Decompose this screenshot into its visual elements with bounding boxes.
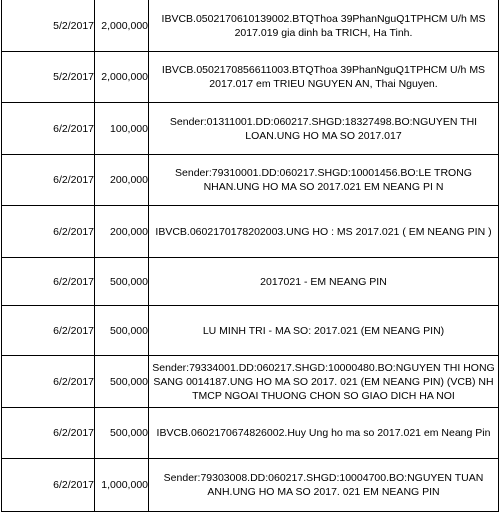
date-cell: 6/2/2017	[2, 306, 95, 356]
amount-cell: 2,000,000	[95, 0, 149, 52]
date-cell: 6/2/2017	[2, 103, 95, 155]
amount-cell: 1,000,000	[95, 459, 149, 512]
description-cell: Sender:79310001.DD:060217.SHGD:10001456.BO:LE TRONG NHAN.UNG HO MA SO 2017.021 EM NEANG PI N	[149, 155, 499, 206]
table-row	[2, 103, 499, 155]
amount-cell: 500,000	[95, 306, 149, 356]
description-cell: IBVCB.0602170178202003.UNG HO : MS 2017.021 ( EM NEANG PIN )	[149, 206, 499, 258]
date-cell: 5/2/2017	[2, 0, 95, 52]
description-cell: Sender:79334001.DD:060217.SHGD:10000480.BO:NGUYEN THI HONG SANG 0014187.UNG HO MA SO 2017. 021 (EM NEANG PIN) (VCB) NH TMCP NGOAI THUONG CHON SO GIAO DICH HA NOI	[149, 356, 499, 408]
table-row	[2, 408, 499, 459]
description-cell: Sender:79303008.DD:060217.SHGD:10004700.BO:NGUYEN TUAN ANH.UNG HO MA SO 2017. 021 EM NEANG PIN	[149, 459, 499, 512]
amount-cell: 500,000	[95, 356, 149, 408]
amount-cell: 200,000	[95, 206, 149, 258]
amount-cell: 500,000	[95, 408, 149, 459]
date-cell: 6/2/2017	[2, 408, 95, 459]
date-cell: 6/2/2017	[2, 258, 95, 306]
table-row	[2, 52, 499, 103]
description-cell: Sender:01311001.DD:060217.SHGD:18327498.BO:NGUYEN THI LOAN.UNG HO MA SO 2017.017	[149, 103, 499, 155]
amount-cell: 500,000	[95, 258, 149, 306]
table-row	[2, 258, 499, 306]
table-row	[2, 0, 499, 52]
table-row	[2, 155, 499, 206]
date-cell: 6/2/2017	[2, 155, 95, 206]
amount-cell: 2,000,000	[95, 52, 149, 103]
table-row	[2, 459, 499, 512]
table-row	[2, 356, 499, 408]
date-cell: 6/2/2017	[2, 356, 95, 408]
amount-cell: 100,000	[95, 103, 149, 155]
date-cell: 5/2/2017	[2, 52, 95, 103]
description-cell: IBVCB.0602170674826002.Huy Ung ho ma so 2017.021 em Neang Pin	[149, 408, 499, 459]
donation-ledger-table	[1, 0, 499, 512]
amount-cell: 200,000	[95, 155, 149, 206]
table-row	[2, 306, 499, 356]
description-cell: IBVCB.0502170856611003.BTQThoa 39PhanNguQ1TPHCM U/h MS 2017.017 em TRIEU NGUYEN AN, Thai Nguyen.	[149, 52, 499, 103]
description-cell: LU MINH TRI - MA SO: 2017.021 (EM NEANG PIN)	[149, 306, 499, 356]
description-cell: 2017021 - EM NEANG PIN	[149, 258, 499, 306]
table-row	[2, 206, 499, 258]
date-cell: 6/2/2017	[2, 459, 95, 512]
date-cell: 6/2/2017	[2, 206, 95, 258]
description-cell: IBVCB.0502170610139002.BTQThoa 39PhanNguQ1TPHCM U/h MS 2017.019 gia dinh ba TRICH, Ha Tinh.	[149, 0, 499, 52]
